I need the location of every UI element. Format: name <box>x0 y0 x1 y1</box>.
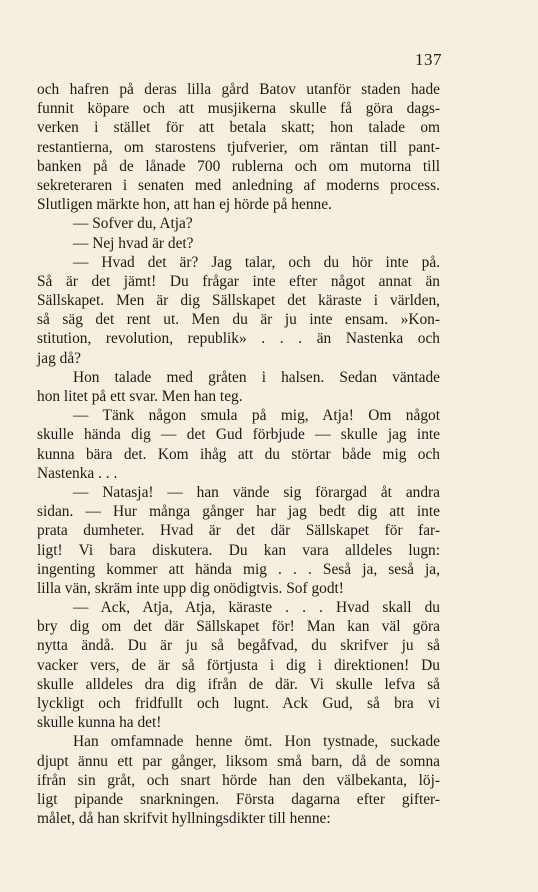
text-line: prata dumheter. Hvad är det där Sällskapet för far- <box>37 522 440 540</box>
text-line: målet, då han skrifvit hyllningsdikter till henne: <box>37 810 331 828</box>
text-line: kunna bära det. Kom ihåg att du störtar både mig och <box>37 445 440 463</box>
text-line: — Ack, Atja, Atja, käraste . . . Hvad skall du <box>73 599 440 617</box>
text-line: ligt pipande snarkningen. Första dagarna efter gifter- <box>37 790 440 808</box>
text-line: sekreteraren i senaten med anledning af moderns process. <box>37 176 440 194</box>
text-line: lyckligt och fridfullt och lugnt. Ack Gud, så bra vi <box>37 695 440 712</box>
text-line: vacker vers, de är så förtjusta i dig i direktionen! Du <box>37 656 440 674</box>
text-line: Sällskapet. Men är dig Sällskapet det käraste i världen, <box>37 292 440 310</box>
text-line: ligt! Vi bara diskutera. Du kan vara alldeles lugn: <box>37 541 440 559</box>
text-line: och hafren på deras lilla gård Batov utanför staden hade <box>37 81 440 98</box>
text-line: verken i stället för att betala skatt; hon talade om <box>37 119 440 137</box>
text-line: sidan. — Hur många gånger har jag bedt dig att inte <box>37 503 440 521</box>
text-line: så säg det rent ut. Men du är ju inte ensam. »Kon- <box>37 311 440 329</box>
text-line: Han omfamnade henne ömt. Hon tystnade, suckade <box>73 733 440 751</box>
text-line: restantierna, om starostens tjufverier, om räntan till pant- <box>37 138 440 156</box>
text-line: funnit köpare och att musjikerna skulle få göra dags- <box>37 100 440 118</box>
text-line: hon litet på ett svar. Men han teg. <box>37 388 243 405</box>
text-line: ifrån sin gråt, och snart hörde han den välbekanta, löj- <box>37 771 440 789</box>
text-line: ingenting kommer att hända mig . . . Seså ja, seså ja, <box>37 560 440 578</box>
body-text <box>37 80 440 828</box>
text-line: Så är det jämt! Du frågar inte efter något annat än <box>37 272 440 290</box>
text-line: skulle hända dig — det Gud förbjude — skulle jag inte <box>37 426 440 444</box>
text-line: skulle alldeles dra dig ifrån de där. Vi skulle lefva så <box>37 675 440 693</box>
text-line: — Tänk någon smula på mig, Atja! Om något <box>73 407 440 425</box>
text-line: — Natasja! — han vände sig förargad åt andra <box>73 483 440 501</box>
text-line: Slutligen märkte hon, att han ej hörde på henne. <box>37 196 332 214</box>
text-line: jag då? <box>37 349 82 367</box>
text-line: bry dig om det där Sällskapet för! Man kan väl göra <box>37 618 440 636</box>
text-line: Nastenka . . . <box>37 464 118 482</box>
text-line: — Hvad det är? Jag talar, och du hör inte på. <box>73 253 440 271</box>
text-line: stitution, revolution, republik» . . . än Nastenka och <box>37 330 440 348</box>
page-number: 137 <box>415 50 442 69</box>
text-line: — Sofver du, Atja? <box>73 215 193 233</box>
text-line: Hon talade med gråten i halsen. Sedan väntade <box>73 368 440 386</box>
text-line: banken på de lånade 700 rublerna och om mutorna till <box>37 157 440 175</box>
text-line: lilla vän, skräm inte upp dig onödigtvis. Sof godt! <box>37 579 344 597</box>
text-line: djupt ännu ett par gånger, liksom små barn, då de somna <box>37 752 440 770</box>
text-line: — Nej hvad är det? <box>73 234 194 252</box>
text-line: nytta ändå. Du är ju så begåfvad, du skrifver ju så <box>37 637 440 655</box>
text-line: skulle kunna ha det! <box>37 714 162 732</box>
